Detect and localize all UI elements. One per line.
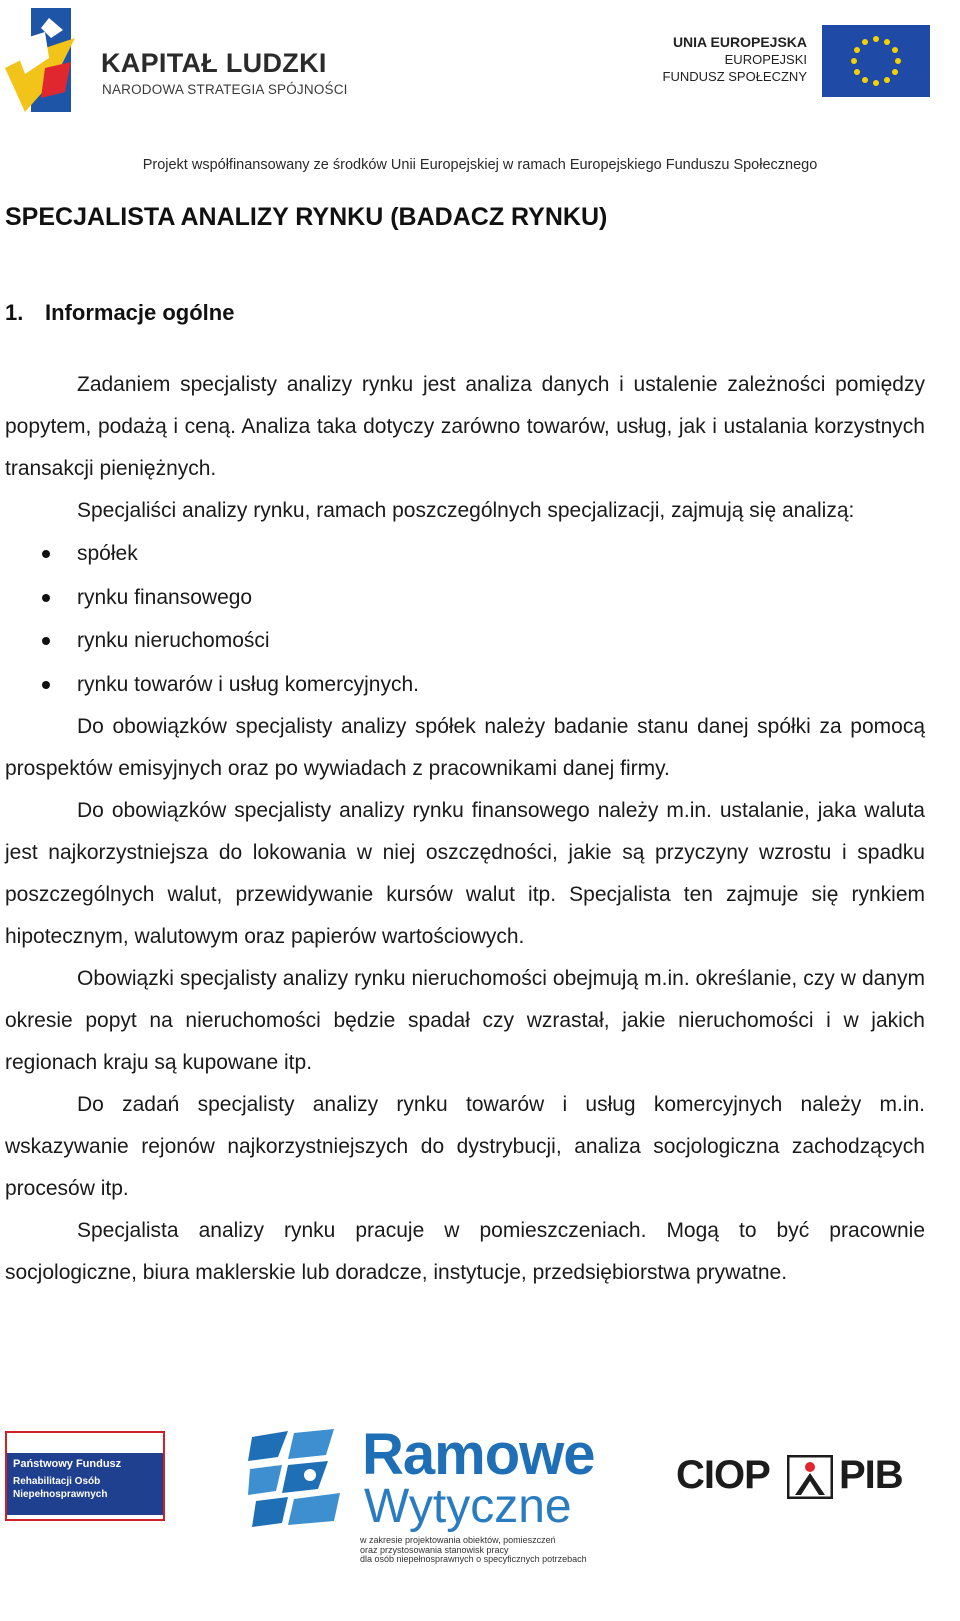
document-title: SPECJALISTA ANALIZY RYNKU (BADACZ RYNKU) bbox=[5, 203, 608, 231]
kapital-ludzki-title: KAPITAŁ LUDZKI bbox=[101, 48, 327, 78]
eu-logo bbox=[640, 25, 930, 100]
pfron-sub-line-1: Rehabilitacji Osób bbox=[13, 1476, 101, 1487]
document-body bbox=[5, 364, 925, 1294]
paragraph: Do zadań specjalisty analizy rynku towarów i usług komercyjnych należy m.in. wskazywanie rejonów najkorzystniejszych do dystrybucji, analiza socjologiczna zachodzących procesów itp. bbox=[5, 1093, 925, 1200]
ramowe-subtitle bbox=[360, 1536, 587, 1565]
paragraph: Do obowiązków specjalisty analizy spółek należy badanie stanu danej spółki za pomocą prospektów emisyjnych oraz po wywiadach z pracownikami danej firmy. bbox=[5, 715, 925, 780]
ramowe-wytyczne-logo bbox=[248, 1422, 608, 1570]
ramowe-sub-line-2: oraz przystosowania stanowisk pracy bbox=[360, 1544, 509, 1555]
eu-line-1: UNIA EUROPEJSKA bbox=[672, 34, 807, 50]
paragraph: Do obowiązków specjalisty analizy rynku finansowego należy m.in. ustalanie, jaka waluta jest najkorzystniejsza do lokowania w niej oszczędności, jakie są przyczyny wzrostu i spadku poszczególnych walut, przewidywanie kursów walut itp. Specjalista ten zajmuje się rynkiem hipotecznym, walutowym oraz papierów wartościowych. bbox=[5, 799, 925, 948]
ciop-text: CIOP bbox=[676, 1453, 770, 1497]
paragraph: Obowiązki specjalisty analizy rynku nieruchomości obejmują m.in. określanie, czy w danym okresie popyt na nieruchomości będzie spadał czy wzrastał, jakie nieruchomości i w jakich regionach kraju są kupowane itp. bbox=[5, 967, 925, 1074]
list-item-text: spółek bbox=[77, 542, 138, 565]
list-item bbox=[5, 576, 925, 620]
ciop-pib-logo bbox=[676, 1455, 926, 1505]
paragraph: Specjaliści analizy rynku, ramach poszczególnych specjalizacji, zajmują się analizą: bbox=[77, 499, 855, 522]
section-heading-text: Informacje ogólne bbox=[45, 300, 235, 325]
list-item-text: rynku towarów i usług komercyjnych. bbox=[77, 672, 419, 696]
bullet-icon bbox=[42, 550, 50, 558]
bullet-icon bbox=[42, 637, 50, 645]
kapital-ludzki-subtitle: NARODOWA STRATEGIA SPÓJNOŚCI bbox=[102, 82, 348, 97]
list-item bbox=[5, 532, 925, 576]
funding-note: Projekt współfinansowany ze środków Unii Europejskiej w ramach Europejskiego Funduszu Społecznego bbox=[142, 157, 818, 173]
ramowe-sub-line-3: dla osób niepełnosprawnych o specyficznych potrzebach bbox=[360, 1554, 587, 1564]
pib-text: PIB bbox=[839, 1453, 903, 1497]
pfron-sub-line-2: Niepełnosprawnych bbox=[13, 1489, 108, 1500]
bullet-list bbox=[5, 532, 925, 706]
list-item-text: rynku finansowego bbox=[77, 585, 253, 609]
list-item bbox=[5, 619, 925, 663]
ramowe-title: Ramowe bbox=[362, 1422, 595, 1487]
eu-line-2: EUROPEJSKI bbox=[724, 52, 807, 67]
section-heading bbox=[5, 300, 234, 326]
kapital-ludzki-star-icon bbox=[5, 8, 85, 118]
section-number: 1. bbox=[5, 300, 24, 325]
wytyczne-title: Wytyczne bbox=[364, 1480, 572, 1533]
pfron-subtitle bbox=[13, 1475, 107, 1501]
eu-flag-icon bbox=[822, 25, 930, 97]
eu-logo-text bbox=[663, 33, 807, 85]
bullet-icon bbox=[42, 681, 50, 689]
paragraph: Specjalista analizy rynku pracuje w pomieszczeniach. Mogą to być pracownie socjologiczne, biura maklerskie lub doradcze, instytucje, przedsiębiorstwa prywatne. bbox=[5, 1219, 925, 1284]
pfron-title: Państwowy Fundusz bbox=[13, 1458, 122, 1470]
kapital-ludzki-logo bbox=[5, 8, 350, 118]
ramowe-sub-line-1: w zakresie projektowania obiektów, pomieszczeń bbox=[360, 1535, 556, 1545]
list-item bbox=[5, 663, 925, 707]
paragraph: Zadaniem specjalisty analizy rynku jest analiza danych i ustalenie zależności pomiędzy popytem, podażą i ceną. Analiza taka dotyczy zarówno towarów, usług, jak i ustalania korzystnych transakcji pieniężnych. bbox=[5, 373, 925, 480]
ciop-figure-icon bbox=[787, 1455, 833, 1499]
pfron-logo bbox=[5, 1431, 165, 1521]
bullet-icon bbox=[42, 594, 50, 602]
list-item-text: rynku nieruchomości bbox=[77, 629, 270, 652]
ramowe-wytyczne-mark-icon bbox=[248, 1427, 348, 1527]
eu-line-3: FUNDUSZ SPOŁECZNY bbox=[662, 69, 807, 84]
